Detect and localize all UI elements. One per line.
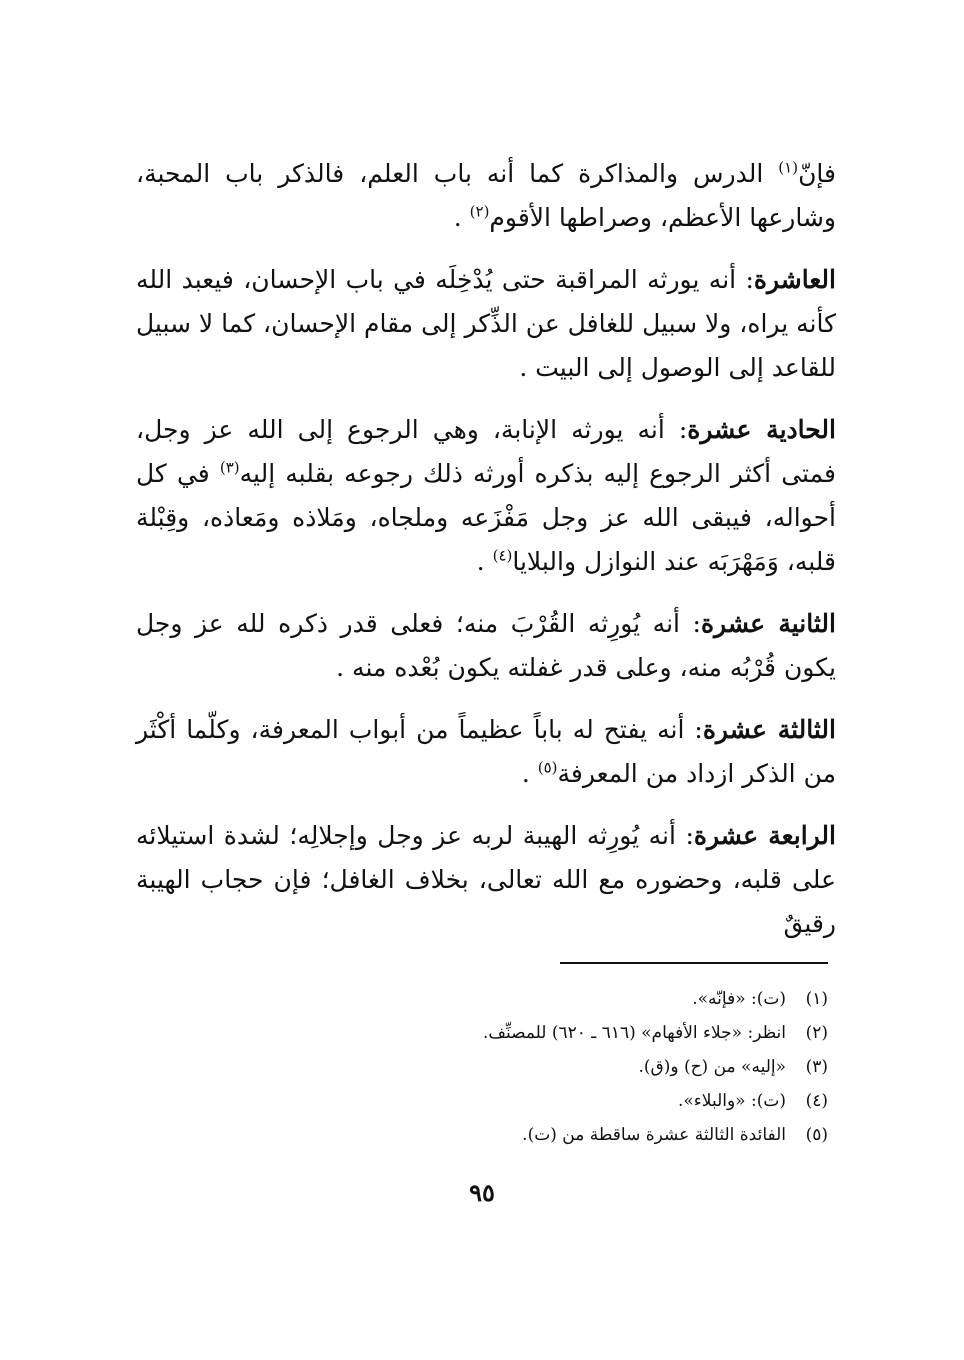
paragraph-intro — [136, 152, 836, 240]
paragraph-eleventh-rest: في كل أحواله، فيبقى الله عز وجل مَفْزَعه وملجاه، ومَلاذه ومَعاذه، وقِبْلة قلبه، وَمَهْرَبَه عند النوازل والبلايا — [136, 459, 836, 576]
footnote-ref-3[interactable]: (٣) — [219, 458, 240, 477]
footnote-text: انظر: «جلاء الأفهام» (٦١٦ ـ ٦٢٠) للمصنِّف. — [482, 1023, 786, 1043]
footnote-3 — [200, 1050, 828, 1084]
paragraph-tenth-heading: العاشرة — [753, 265, 836, 294]
footnote-number: (٤) — [805, 1091, 828, 1111]
paragraph-eleventh-heading: الحادية عشرة — [687, 415, 836, 444]
main-text — [136, 152, 836, 964]
paragraph-tenth-text: : أنه يورثه المراقبة حتى يُدْخِلَه في باب الإحسان، فيعبد الله كأنه يراه، ولا سبيل للغافل عن الذِّكر إلى مقام الإحسان، كما لا سبيل للقاعد إلى الوصول إلى البيت . — [136, 265, 836, 382]
paragraph-twelfth — [136, 602, 836, 690]
footnote-text: «إليه» من (ح) و(ق). — [638, 1057, 786, 1077]
footnote-number: (٢) — [805, 1023, 828, 1043]
paragraph-intro-tail: . — [453, 203, 470, 232]
footnote-ref-4[interactable]: (٤) — [492, 546, 513, 565]
footnote-ref-5[interactable]: (٥) — [537, 758, 558, 777]
paragraph-eleventh-text: : أنه يورثه الإنابة، وهي الرجوع إلى الله عز وجل، فمتى أكثر الرجوع إليه بذكره أورثه ذلك رجوعه بقلبه إليه — [136, 415, 836, 488]
paragraph-fourteenth-text: : أنه يُورِثه الهيبة لربه عز وجل وإجلالِه؛ لشدة استيلائه على قلبه، وحضوره مع الله تعالى، بخلاف الغافل؛ فإن حجاب الهيبة رقيقٌ — [136, 821, 836, 938]
paragraph-eleventh-tail: . — [476, 547, 493, 576]
footnote-text: (ت): «فإنّه». — [692, 989, 786, 1009]
footnote-5 — [200, 1118, 828, 1152]
paragraph-thirteenth-text: : أنه يفتح له باباً عظيماً من أبواب المعرفة، وكلّما أكْثَر من الذكر ازداد من المعرفة — [136, 715, 836, 788]
paragraph-thirteenth-rest: . — [521, 759, 538, 788]
paragraph-twelfth-heading: الثانية عشرة — [700, 609, 836, 638]
footnote-number: (٣) — [805, 1057, 828, 1077]
paragraph-twelfth-text: : أنه يُورِثه القُرْبَ منه؛ فعلى قدر ذكره لله عز وجل يكون قُرْبُه منه، وعلى قدر غفلته يكون بُعْده منه . — [136, 609, 836, 682]
paragraph-fourteenth — [136, 814, 836, 946]
paragraph-thirteenth-heading: الثالثة عشرة — [702, 715, 836, 744]
footnote-ref-1[interactable]: (١) — [778, 158, 799, 177]
footnote-text: الفائدة الثالثة عشرة ساقطة من (ت). — [522, 1125, 786, 1145]
footnote-2 — [200, 1016, 828, 1050]
paragraph-eleventh — [136, 408, 836, 584]
paragraph-intro-text: فإنّ — [798, 159, 836, 188]
paragraph-intro-rest: الدرس والمذاكرة كما أنه باب العلم، فالذكر باب المحبة، وشارعها الأعظم، وصراطها الأقوم — [136, 159, 836, 232]
paragraph-thirteenth — [136, 708, 836, 796]
paragraph-fourteenth-heading: الرابعة عشرة — [693, 821, 836, 850]
footnotes — [200, 982, 828, 1152]
page-number: ٩٥ — [469, 1178, 495, 1207]
footnote-number: (١) — [805, 989, 828, 1009]
footnote-1 — [200, 982, 828, 1016]
footnote-divider — [560, 962, 828, 964]
footnote-number: (٥) — [805, 1125, 828, 1145]
footnote-text: (ت): «والبلاء». — [678, 1091, 786, 1111]
footnote-4 — [200, 1084, 828, 1118]
paragraph-tenth — [136, 258, 836, 390]
footnote-ref-2[interactable]: (٢) — [469, 202, 490, 221]
